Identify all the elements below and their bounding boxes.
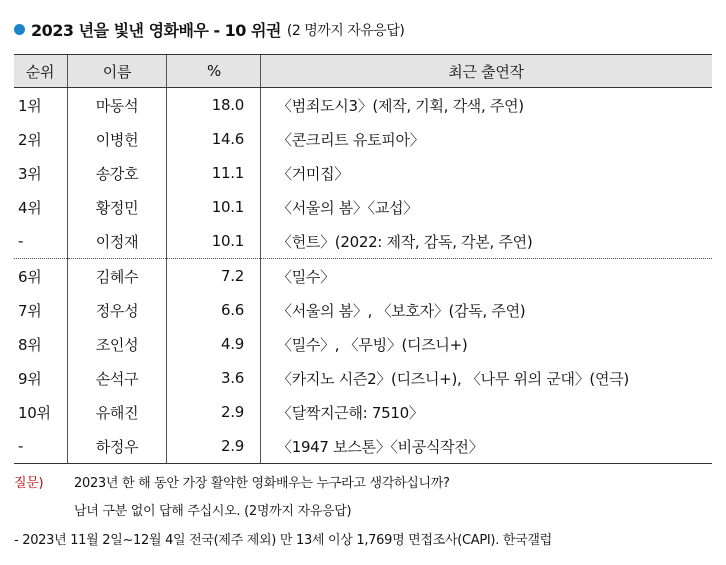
rank-cell: 2위 [18,130,42,149]
header-rank: 순위 [14,55,68,88]
name-cell: 마동석 [68,88,167,123]
title-sub: (2 명까지 자유응답) [286,22,405,39]
name-cell: 김혜수 [68,259,167,294]
table-row [14,327,712,361]
percent-cell: 10.1 [167,224,261,259]
works-cell: 〈범죄도시3〉(제작, 기획, 각색, 주연) [261,88,713,123]
works-cell: 〈밀수〉 [261,259,713,294]
name-cell: 황정민 [68,190,167,224]
rank-cell: 10위 [18,403,51,422]
rank-cell: 9위 [18,369,42,388]
question-text-1: 2023년 한 해 동안 가장 활약한 영화배우는 누구라고 생각하십니까? [74,476,450,491]
question-line-1 [14,470,552,498]
rank-cell: 3위 [18,164,42,183]
table-row [14,88,712,123]
percent-cell: 11.1 [167,156,261,190]
table-row [14,224,712,259]
works-cell: 〈카지노 시즌2〉(디즈니+), 〈나무 위의 군대〉(연극) [261,361,713,395]
name-cell: 정우성 [68,293,167,327]
percent-cell: 3.6 [167,361,261,395]
percent-cell: 6.6 [167,293,261,327]
works-cell: 〈밀수〉, 〈무빙〉(디즈니+) [261,327,713,361]
rank-cell: 1위 [18,96,42,115]
name-cell: 이정재 [68,224,167,259]
name-cell: 하정우 [68,429,167,464]
page-title [14,18,404,41]
works-cell: 〈달짝지근해: 7510〉 [261,395,713,429]
rank-cell: - [14,429,68,464]
works-cell: 〈거미집〉 [261,156,713,190]
question-label: 질문) [14,476,44,491]
percent-cell: 2.9 [167,429,261,464]
works-cell: 〈서울의 봄〉, 〈보호자〉(감독, 주연) [261,293,713,327]
name-cell: 손석구 [68,361,167,395]
rank-cell: 6위 [14,259,68,294]
notes-section [14,470,552,554]
percent-cell: 14.6 [167,122,261,156]
percent-cell: 18.0 [167,88,261,123]
table-row [14,293,712,327]
table-row [14,361,712,395]
header-name: 이름 [68,55,167,88]
percent-cell: 2.9 [167,395,261,429]
name-cell: 이병헌 [68,122,167,156]
percent-cell: 7.2 [167,259,261,294]
ranking-table [14,54,712,464]
works-cell: 〈헌트〉(2022: 제작, 감독, 각본, 주연) [261,224,713,259]
works-cell: 〈1947 보스톤〉〈비공식작전〉 [261,429,713,464]
table-row [14,156,712,190]
percent-cell: 4.9 [167,327,261,361]
rank-cell: 8위 [18,335,42,354]
title-main: 2023 년을 빛낸 영화배우 - 10 위권 [31,21,281,40]
rank-cell: 4위 [18,198,42,217]
table-row [14,190,712,224]
table-row [14,395,712,429]
name-cell: 송강호 [68,156,167,190]
table-row [14,259,712,294]
works-cell: 〈서울의 봄〉〈교섭〉 [261,190,713,224]
table-row [14,122,712,156]
name-cell: 조인성 [68,327,167,361]
survey-footnote: - 2023년 11월 2일~12월 4일 전국(제주 제외) 만 13세 이상 1,769명 면접조사(CAPI). 한국갤럽 [14,533,552,548]
rank-cell: - [18,232,24,250]
table-header-row [14,55,712,88]
header-works: 최근 출연작 [261,55,713,88]
table-row [14,429,712,464]
bullet-dot-icon [14,24,25,35]
name-cell: 유해진 [68,395,167,429]
percent-cell: 10.1 [167,190,261,224]
works-cell: 〈콘크리트 유토피아〉 [261,122,713,156]
question-text-2: 남녀 구분 없이 답해 주십시오. (2명까지 자유응답) [74,504,352,519]
header-percent: % [167,55,261,88]
rank-cell: 7위 [18,301,42,320]
